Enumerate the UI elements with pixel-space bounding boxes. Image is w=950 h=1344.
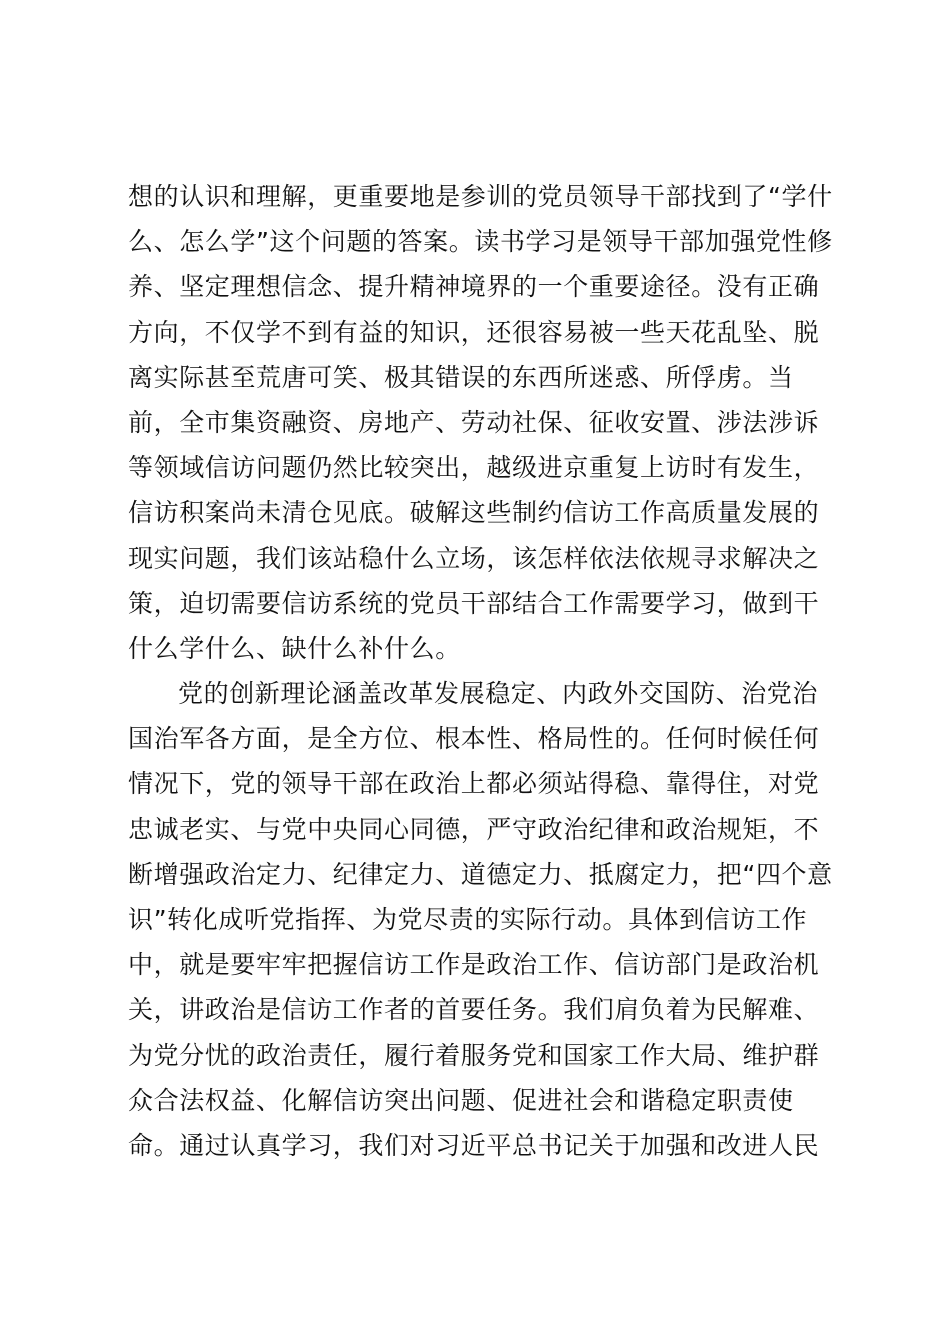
body-text (128, 174, 848, 1168)
text-line: 关，讲政治是信访工作者的首要任务。我们肩负着为民解难、 (128, 995, 820, 1025)
text-line: 现实问题，我们该站稳什么立场，该怎样依法依规寻求解决之 (128, 543, 820, 573)
text-line: 方向，不仅学不到有益的知识，还很容易被一些天花乱坠、脱 (128, 317, 820, 347)
text-line: 等领域信访问题仍然比较突出，越级进京重复上访时有发生， (128, 453, 820, 483)
text-line: 为党分忧的政治责任，履行着服务党和国家工作大局、维护群 (128, 1040, 820, 1070)
text-line: 识”转化成听党指挥、为党尽责的实际行动。具体到信访工作 (128, 905, 808, 934)
text-line: 前，全市集资融资、房地产、劳动社保、征收安置、涉法涉诉 (128, 407, 820, 437)
text-line: 信访积案尚未清仓见底。破解这些制约信访工作高质量发展的 (128, 498, 820, 528)
text-line: 众合法权益、化解信访突出问题、促进社会和谐稳定职责使 (128, 1085, 794, 1115)
text-line: 离实际甚至荒唐可笑、极其错误的东西所迷惑、所俘虏。当 (128, 362, 794, 392)
text-line: 什么学什么、缺什么补什么。 (128, 633, 461, 663)
paragraph-start-line: 党的创新理论涵盖改革发展稳定、内政外交国防、治党治 (178, 679, 819, 709)
text-line: 情况下，党的领导干部在政治上都必须站得稳、靠得住，对党 (128, 769, 820, 799)
text-line: 忠诚老实、与党中央同心同德，严守政治纪律和政治规矩，不 (128, 814, 820, 844)
text-line: 国治军各方面，是全方位、根本性、格局性的。任何时候任何 (128, 724, 820, 754)
text-line: 想的认识和理解，更重要地是参训的党员领导干部找到了“学什 (128, 182, 833, 211)
text-line: 中，就是要牢牢把握信访工作是政治工作、信访部门是政治机 (128, 950, 820, 980)
text-line: 断增强政治定力、纪律定力、道德定力、抵腐定力，把“四个意 (128, 859, 833, 889)
text-line: 命。通过认真学习，我们对习近平总书记关于加强和改进人民 (128, 1130, 820, 1160)
text-line: 策，迫切需要信访系统的党员干部结合工作需要学习，做到干 (128, 588, 820, 618)
text-line: 养、坚定理想信念、提升精神境界的一个重要途径。没有正确 (128, 272, 820, 302)
text-line: 么、怎么学”这个问题的答案。读书学习是领导干部加强党性修 (128, 227, 833, 257)
